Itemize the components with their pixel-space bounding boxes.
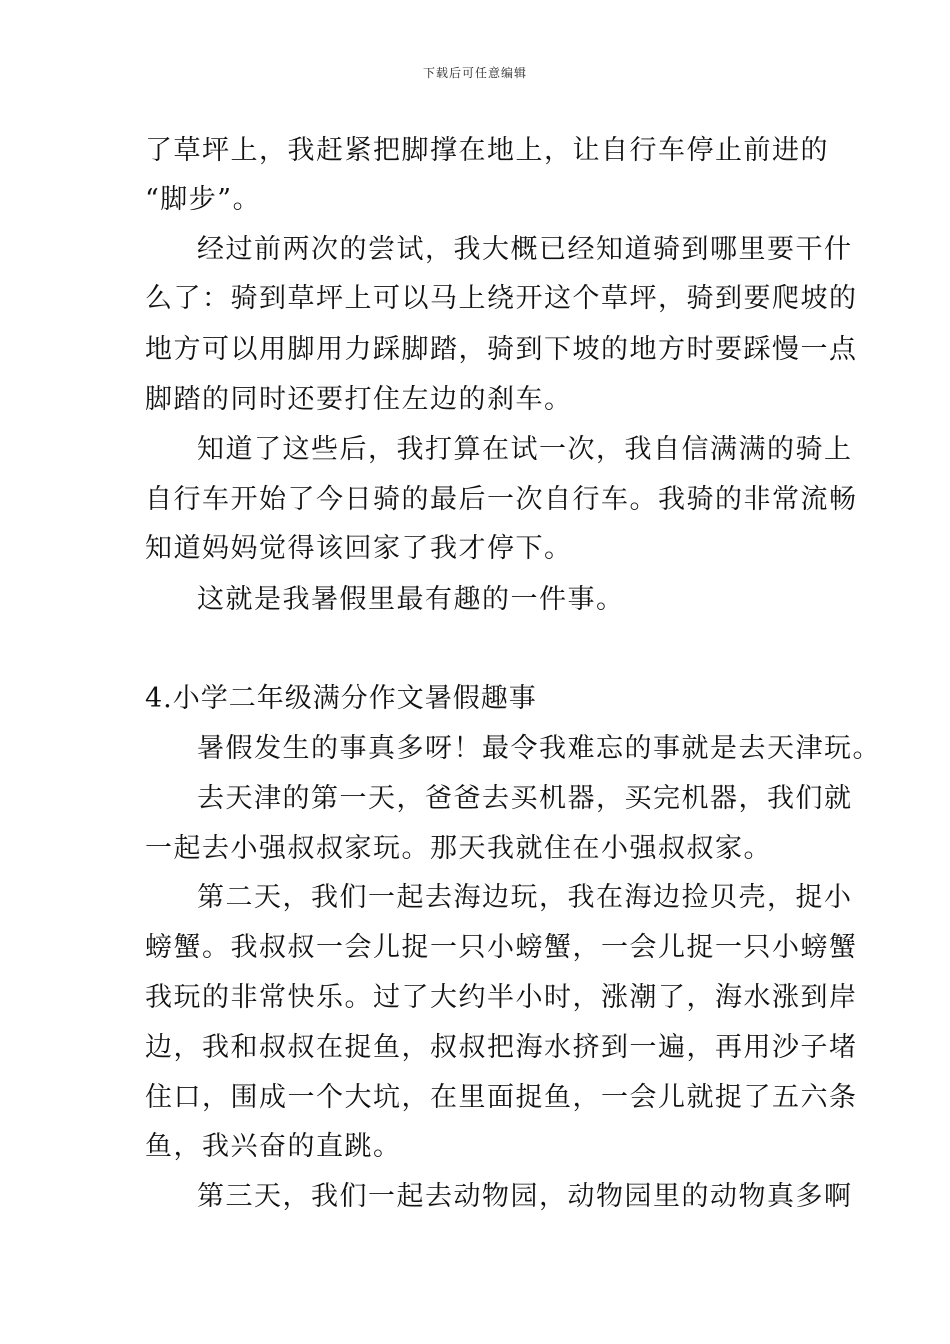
text-line: 自行车开始了今日骑的最后一次自行车。我骑的非常流畅 (145, 484, 858, 515)
paragraph-first-line: 这就是我暑假里最有趣的一件事。 (197, 584, 625, 615)
text-line: 么了：骑到草坪上可以马上绕开这个草坪，骑到要爬坡的 (145, 283, 858, 314)
text-line: 一起去小强叔叔家玩。那天我就住在小强叔叔家。 (145, 833, 772, 864)
text-line: “脚步”。 (145, 184, 262, 215)
text-line: 了草坪上，我赶紧把脚撑在地上，让自行车停止前进的 (145, 135, 829, 166)
section-heading: 4.小学二年级满分作文暑假趣事 (145, 683, 537, 714)
text-line: 脚踏的同时还要打住左边的刹车。 (145, 384, 573, 415)
text-line: 地方可以用脚用力踩脚踏，骑到下坡的地方时要踩慢一点 (145, 334, 858, 365)
paragraph-first-line: 第三天，我们一起去动物园，动物园里的动物真多啊 (197, 1181, 853, 1212)
paragraph-first-line: 暑假发生的事真多呀！最令我难忘的事就是去天津玩。 (197, 733, 881, 764)
text-line: 鱼，我兴奋的直跳。 (145, 1131, 402, 1162)
text-line: 螃蟹。我叔叔一会儿捉一只小螃蟹，一会儿捉一只小螃蟹 (145, 932, 858, 963)
text-line: 知道妈妈觉得该回家了我才停下。 (145, 533, 573, 564)
text-line: 我玩的非常快乐。过了大约半小时，涨潮了，海水涨到岸 (145, 982, 858, 1013)
paragraph-first-line: 第二天，我们一起去海边玩，我在海边捡贝壳，捉小 (197, 882, 853, 913)
text-line: 边，我和叔叔在捉鱼，叔叔把海水挤到一遍，再用沙子堵 (145, 1032, 858, 1063)
paragraph-first-line: 去天津的第一天，爸爸去买机器，买完机器，我们就 (197, 783, 853, 814)
page-header-note: 下载后可任意编辑 (422, 66, 527, 80)
paragraph-first-line: 知道了这些后，我打算在试一次，我自信满满的骑上 (197, 434, 853, 465)
paragraph-first-line: 经过前两次的尝试，我大概已经知道骑到哪里要干什 (197, 234, 853, 265)
text-line: 住口，围成一个大坑，在里面捉鱼，一会儿就捉了五六条 (145, 1082, 858, 1113)
